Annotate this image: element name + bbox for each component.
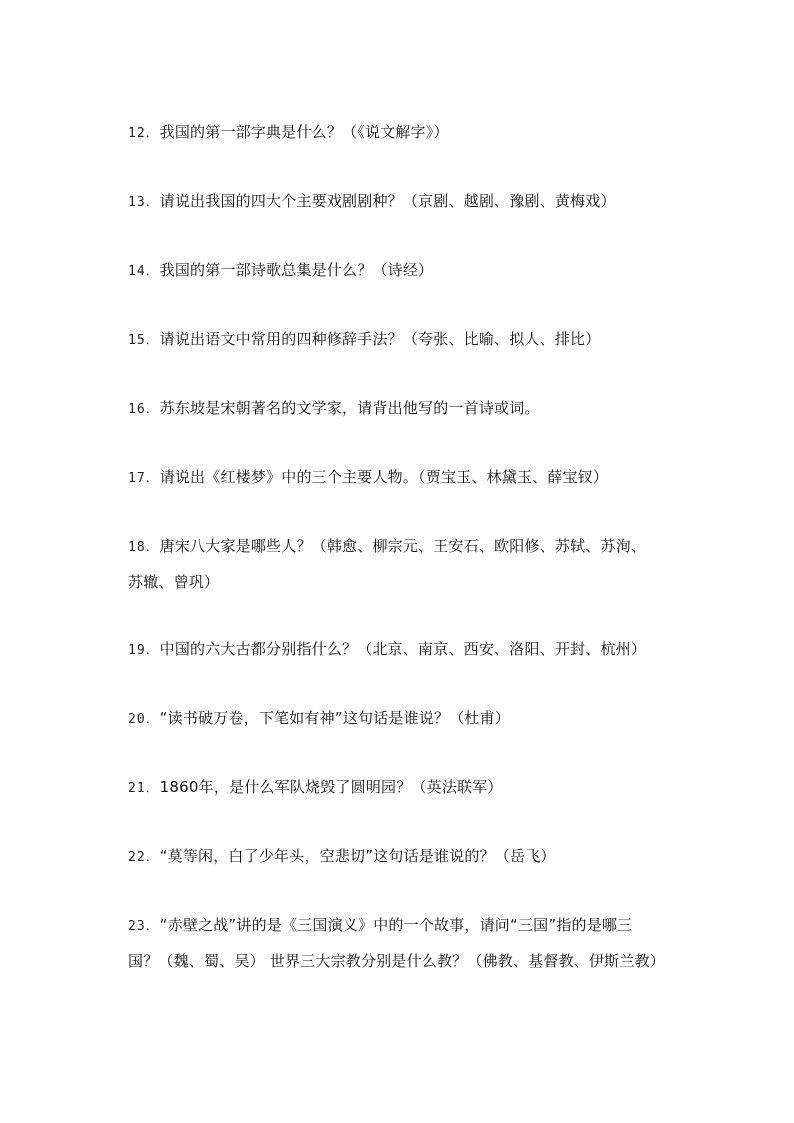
question-14 xyxy=(128,260,668,282)
question-19 xyxy=(128,639,668,661)
question-number: 13． xyxy=(128,195,160,210)
question-list xyxy=(128,122,668,1018)
question-line-2 xyxy=(128,951,668,971)
question-number: 16． xyxy=(128,402,160,417)
question-12 xyxy=(128,122,668,144)
question-16 xyxy=(128,398,668,420)
question-text: 唐宋八大家是哪些人？（韩愈、柳宗元、王安石、欧阳修、苏轼、苏洵、 xyxy=(159,537,647,555)
question-number: 19． xyxy=(128,643,160,658)
question-17 xyxy=(128,467,668,489)
question-number: 17． xyxy=(128,471,160,486)
question-15 xyxy=(128,329,668,351)
question-line-2 xyxy=(128,572,668,592)
question-text: 我国的第一部字典是什么？（《说文解字》） xyxy=(159,123,449,141)
question-text: 我国的第一部诗歌总集是什么？（诗经） xyxy=(159,261,434,279)
question-21 xyxy=(128,777,668,799)
question-number: 22． xyxy=(128,850,160,865)
question-18 xyxy=(128,536,668,592)
question-line-1 xyxy=(128,915,668,937)
question-number: 20． xyxy=(128,712,160,727)
question-text: 请说出我国的四大个主要戏剧剧种？（京剧、越剧、豫剧、黄梅戏） xyxy=(159,192,616,210)
question-number: 14． xyxy=(128,264,160,279)
question-number: 12． xyxy=(128,126,160,141)
question-22 xyxy=(128,846,668,868)
question-number: 15． xyxy=(128,333,160,348)
question-13 xyxy=(128,191,668,213)
question-text: “莫等闲，白了少年头，空悲切”这句话是谁说的？（岳飞） xyxy=(159,847,556,865)
question-text-continued: 国？（魏、蜀、吴） 世界三大宗教分别是什么教？（佛教、基督教、伊斯兰教） xyxy=(128,952,665,970)
question-number: 23． xyxy=(128,919,160,934)
question-line-1 xyxy=(128,536,668,558)
question-number: 18． xyxy=(128,540,160,555)
question-23 xyxy=(128,915,668,971)
question-text: “赤壁之战”讲的是《三国演义》中的一个故事，请问“三国”指的是哪三 xyxy=(159,916,633,934)
question-text-continued: 苏辙、曾巩） xyxy=(128,573,220,591)
question-text: 苏东坡是宋朝著名的文学家，请背出他写的一首诗或词。 xyxy=(159,399,540,417)
question-number: 21． xyxy=(128,781,160,796)
question-text: 请说出语文中常用的四种修辞手法？（夸张、比喻、拟人、排比） xyxy=(159,330,601,348)
question-text: 1860年，是什么军队烧毁了圆明园？（英法联军） xyxy=(159,778,503,796)
question-text: 请说出《红楼梦》中的三个主要人物。（贾宝玉、林黛玉、薛宝钗） xyxy=(159,468,609,486)
question-text: 中国的六大古都分别指什么？（北京、南京、西安、洛阳、开封、杭州） xyxy=(159,640,647,658)
question-text: “读书破万卷，下笔如有神”这句话是谁说？（杜甫） xyxy=(159,709,511,727)
question-20 xyxy=(128,708,668,730)
